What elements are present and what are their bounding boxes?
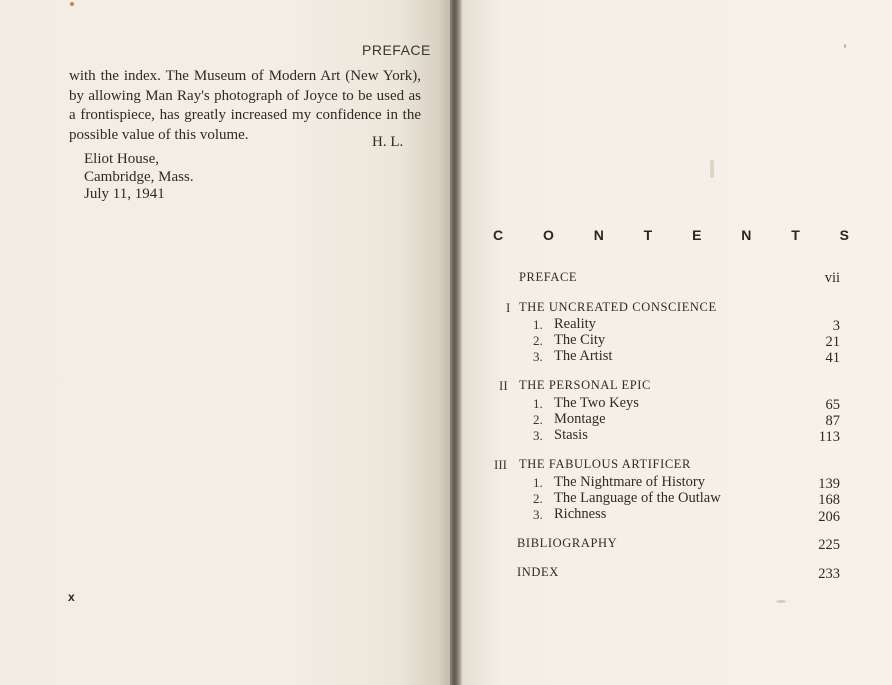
- chapter-number: 2.: [533, 491, 543, 506]
- part-numeral: III: [494, 457, 507, 472]
- part-numeral: II: [499, 378, 508, 393]
- chapter-page: 41: [825, 350, 840, 366]
- chapter-number: 3.: [533, 349, 543, 364]
- chapter-page: 168: [818, 492, 840, 508]
- running-head: PREFACE: [362, 42, 431, 58]
- chapter-title: The Language of the Outlaw: [554, 490, 721, 506]
- chapter-title: Richness: [554, 506, 607, 522]
- toc-preface-label: PREFACE: [519, 270, 578, 284]
- chapter-number: 1.: [533, 396, 543, 411]
- chapter-page: 87: [825, 413, 840, 429]
- toc-index-label: INDEX: [517, 565, 559, 579]
- toc-index-page: 233: [818, 566, 840, 582]
- toc-bibliography-page: 225: [818, 537, 840, 553]
- chapter-title: Reality: [554, 316, 596, 332]
- heading-letter: N: [741, 227, 752, 243]
- heading-letter: C: [493, 227, 504, 243]
- chapter-number: 1.: [533, 317, 543, 332]
- heading-letter: O: [542, 227, 554, 243]
- heading-letter: T: [791, 227, 800, 243]
- chapter-title: The Two Keys: [554, 395, 639, 411]
- chapter-page: 3: [832, 318, 840, 334]
- chapter-page: 21: [825, 334, 840, 350]
- part-title: THE PERSONAL EPIC: [519, 378, 651, 392]
- part-title: THE FABULOUS ARTIFICER: [519, 457, 691, 471]
- chapter-title: The Artist: [554, 348, 613, 364]
- address-date: July 11, 1941: [84, 186, 165, 202]
- heading-letter: E: [692, 227, 702, 243]
- chapter-page: 139: [818, 476, 840, 492]
- chapter-number: 1.: [533, 475, 543, 490]
- author-initials: H. L.: [372, 134, 404, 150]
- chapter-number: 2.: [533, 333, 543, 348]
- address-line: Eliot House,: [84, 151, 159, 167]
- heading-letter: S: [839, 227, 849, 243]
- preface-paragraph: with the index. The Museum of Modern Art (New York), by allowing Man Ray's photograph of Joyce to be used as a frontispiece, has greatly increased my confidence in the possible value of this volume.: [69, 68, 421, 143]
- heading-letter: N: [593, 227, 604, 243]
- page-number: x: [68, 590, 75, 604]
- chapter-page: 65: [825, 397, 840, 413]
- chapter-title: Montage: [554, 411, 606, 427]
- address-line: Cambridge, Mass.: [84, 168, 194, 185]
- part-numeral: I: [506, 300, 511, 315]
- chapter-title: Stasis: [554, 427, 588, 443]
- toc-bibliography-label: BIBLIOGRAPHY: [517, 536, 618, 550]
- chapter-number: 3.: [533, 428, 543, 443]
- toc-preface-page: vii: [824, 270, 840, 286]
- chapter-page: 113: [818, 429, 840, 445]
- chapter-number: 2.: [533, 412, 543, 427]
- heading-letter: T: [643, 227, 653, 243]
- chapter-title: The Nightmare of History: [554, 474, 706, 490]
- chapter-title: The City: [554, 332, 606, 348]
- part-title: THE UNCREATED CONSCIENCE: [519, 300, 717, 314]
- chapter-page: 206: [818, 509, 840, 525]
- chapter-number: 3.: [533, 507, 543, 522]
